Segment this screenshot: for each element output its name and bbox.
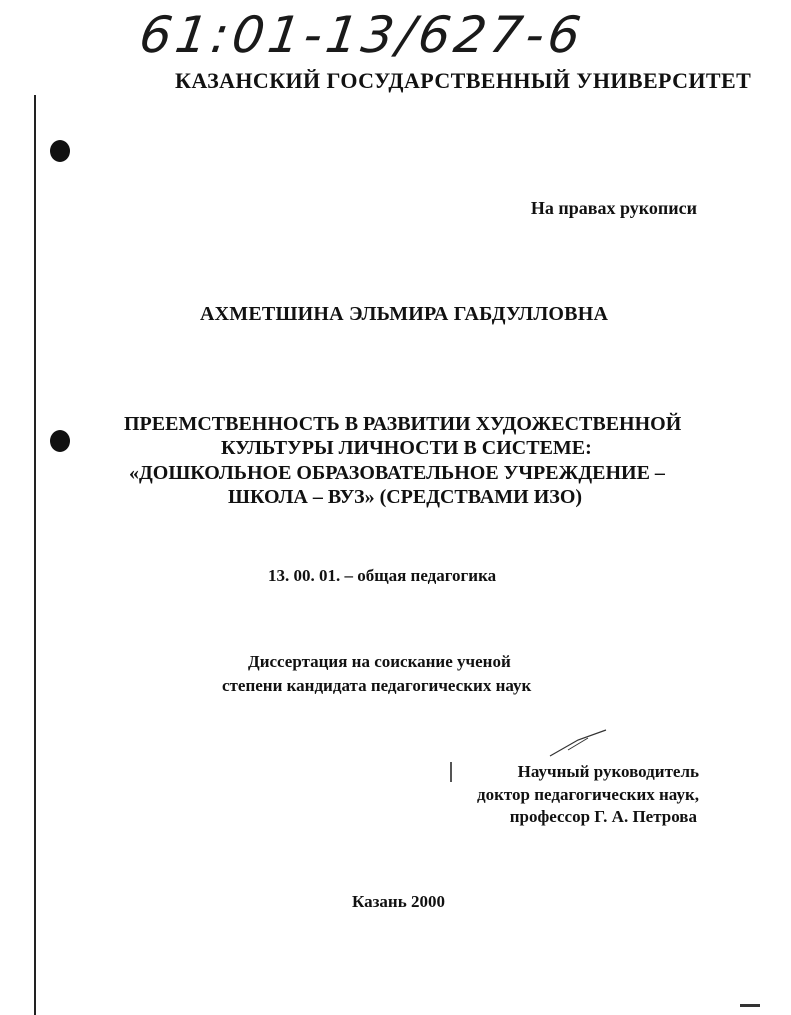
specialty-code: 13. 00. 01. – общая педагогика	[268, 566, 497, 585]
title-line-1: ПРЕЕМСТВЕННОСТЬ В РАЗВИТИИ ХУДОЖЕСТВЕННОЙ	[124, 413, 682, 435]
title-line-3: «ДОШКОЛЬНОЕ ОБРАЗОВАТЕЛЬНОЕ УЧРЕЖДЕНИЕ –	[129, 462, 665, 484]
pencil-mark	[450, 762, 452, 782]
manuscript-rights-note: На правах рукописи	[530, 198, 697, 218]
handwritten-catalog-code: 61:01-13/627-6	[135, 6, 588, 64]
title-line-2: КУЛЬТУРЫ ЛИЧНОСТИ В СИСТЕМЕ:	[221, 437, 592, 459]
scan-margin-line	[34, 95, 36, 1015]
city-year: Казань 2000	[352, 892, 445, 911]
scan-edge-mark	[740, 1004, 760, 1007]
supervisor-degree: доктор педагогических наук,	[477, 785, 699, 804]
supervisor-name: профессор Г. А. Петрова	[509, 807, 697, 826]
binder-hole-mark-top	[50, 140, 70, 162]
title-line-4: ШКОЛА – ВУЗ» (СРЕДСТВАМИ ИЗО)	[228, 486, 583, 508]
pen-flourish-mark	[548, 728, 608, 758]
dissertation-purpose-line-1: Диссертация на соискание ученой	[248, 652, 511, 671]
dissertation-purpose-line-2: степени кандидата педагогических наук	[222, 676, 532, 695]
author-name: АХМЕТШИНА ЭЛЬМИРА ГАБДУЛЛОВНА	[200, 303, 609, 325]
university-name: КАЗАНСКИЙ ГОСУДАРСТВЕННЫЙ УНИВЕРСИТЕТ	[175, 68, 752, 93]
supervisor-label: Научный руководитель	[517, 762, 699, 781]
binder-hole-mark-middle	[50, 430, 70, 452]
